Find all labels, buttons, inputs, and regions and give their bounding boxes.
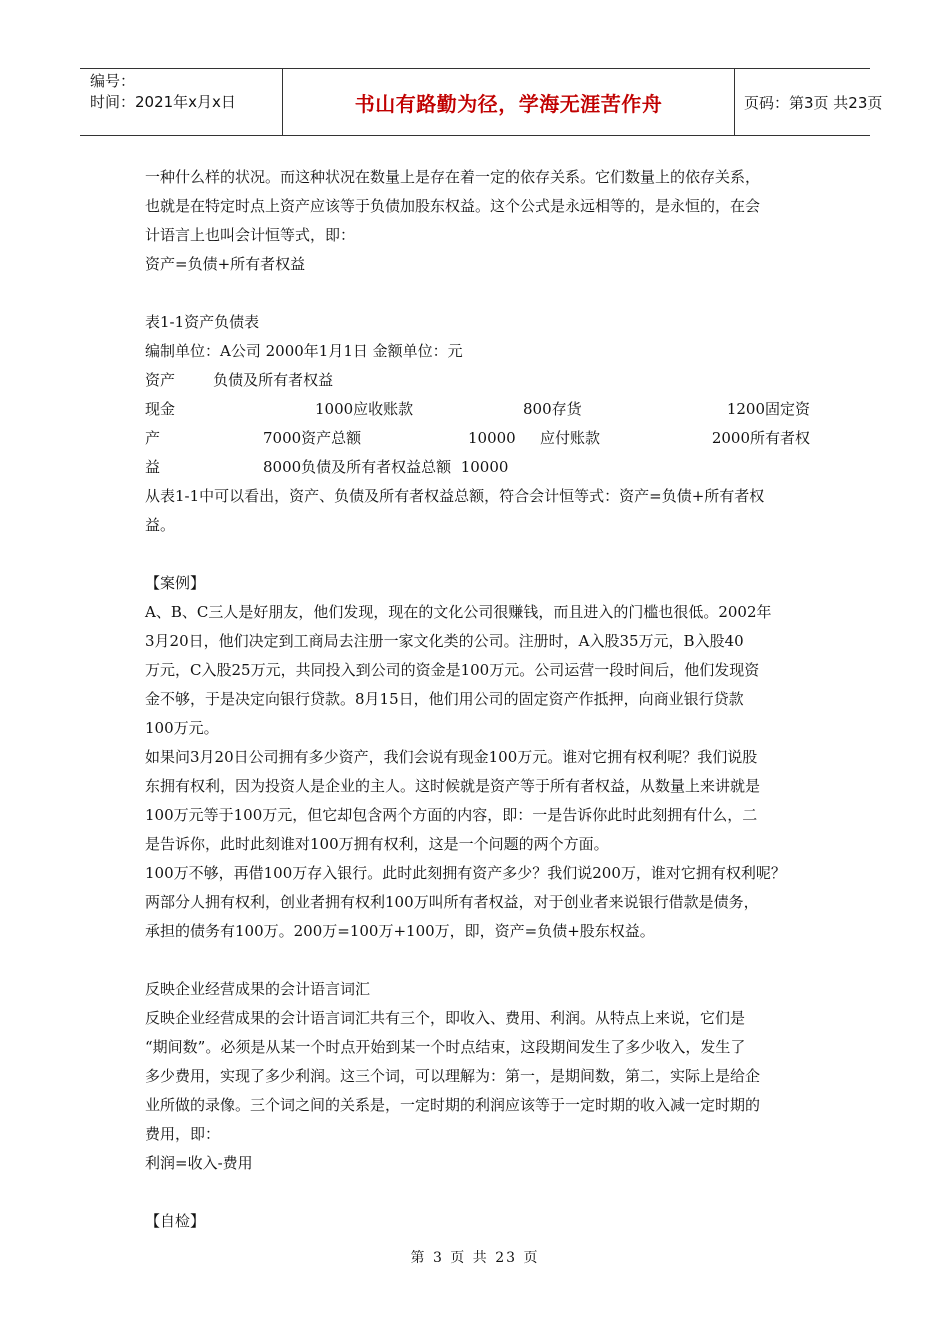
document-body [145, 163, 810, 1236]
formula-equation: 资产=负债+所有者权益 [145, 255, 306, 273]
formula-profit: 利润=收入-费用 [145, 1154, 253, 1172]
selfcheck-heading: 【自检】 [145, 1212, 206, 1230]
section-title: 反映企业经营成果的会计语言词汇 [145, 980, 371, 998]
page-header [80, 68, 883, 136]
document-time-label: 时间：2021年x月x日 [90, 93, 236, 111]
page-footer: 第 3 页 共 23 页 [410, 1250, 540, 1266]
table-header-line: 资产 负债及所有者权益 [145, 371, 334, 389]
paragraph-intro: 一种什么样的状况。而这种状况在数量上是存在着一定的依存关系。它们数量上的依存关系， 也就是在特定时点上资产应该等于负债加股东权益。这个公式是永远相等的，是永恒的，在会 计语言上也叫会计恒等式，即： [145, 168, 761, 244]
paragraph-case-2: 如果问3月20日公司拥有多少资产，我们会说有现金100万元。谁对它拥有权利呢？我们说股 东拥有权利，因为投资人是企业的主人。这时候就是资产等于所有者权益，从数量上来讲就是 100万元等于100万元，但它却包含两个方面的内容，即：一是告诉你此时此刻拥有什么，二 是告诉你，此时此刻谁对100万拥有权利，这是一个问题的两个方面。 [145, 748, 761, 853]
paragraph-section-2: 反映企业经营成果的会计语言词汇共有三个，即收入、费用、利润。从特点上来说，它们是 “期间数”。必须是从某一个时点开始到某一个时点结束，这段期间发生了多少收入，发生了 多少费用，实现了多少利润。这三个词，可以理解为：第一，是期间数，第二，实际上是给企 业所做的录像。三个词之间的关系是，一定时期的利润应该等于一定时期的收入减一定时期的 费用，即： [145, 1009, 761, 1143]
table-title: 表1-1资产负债表 [145, 313, 260, 331]
table-unit-line: 编制单位：A公司 2000年1月1日 金额单位：元 [145, 342, 463, 360]
header-page-info: 页码：第3页 共23页 [744, 93, 883, 112]
paragraph-case-1: A、B、C三人是好朋友，他们发现，现在的文化公司很赚钱，而且进入的门槛也很低。2002年 3月20日，他们决定到工商局去注册一家文化类的公司。注册时，A入股35万元，B入股40 万元，C入股25万元，共同投入到公司的资金是100万元。公司运营一段时间后，他们发现资 金不够，于是决定向银行贷款。8月15日，他们用公司的固定资产作抵押，向商业银行贷款 100万元。 [145, 603, 772, 737]
paragraph-case-3: 100万不够，再借100万存入银行。此时此刻拥有资产多少？我们说200万，谁对它拥有权利呢？ 两部分人拥有权利，创业者拥有权利100万叫所有者权益，对于创业者来说银行借款是债务， 承担的债务有100万。200万=100万+100万，即，资产=负债+股东权益。 [145, 864, 786, 940]
header-motto-cell [282, 69, 735, 135]
document-number-label: 编号： [90, 72, 136, 90]
table-row: 现金 1000应收账款 800存货 1200固定资 [145, 400, 810, 418]
case-heading: 【案例】 [145, 574, 206, 592]
header-meta [80, 69, 282, 135]
table-row: 益 8000负债及所有者权益总额 10000 [145, 458, 509, 476]
table-row: 产 7000资产总额 10000 应付账款 2000所有者权 [145, 429, 810, 447]
header-motto: 书山有路勤为径，学海无涯苦作舟 [354, 91, 663, 116]
paragraph-table-note: 从表1-1中可以看出，资产、负债及所有者权益总额，符合会计恒等式：资产=负债+所有者权 益。 [145, 487, 765, 534]
